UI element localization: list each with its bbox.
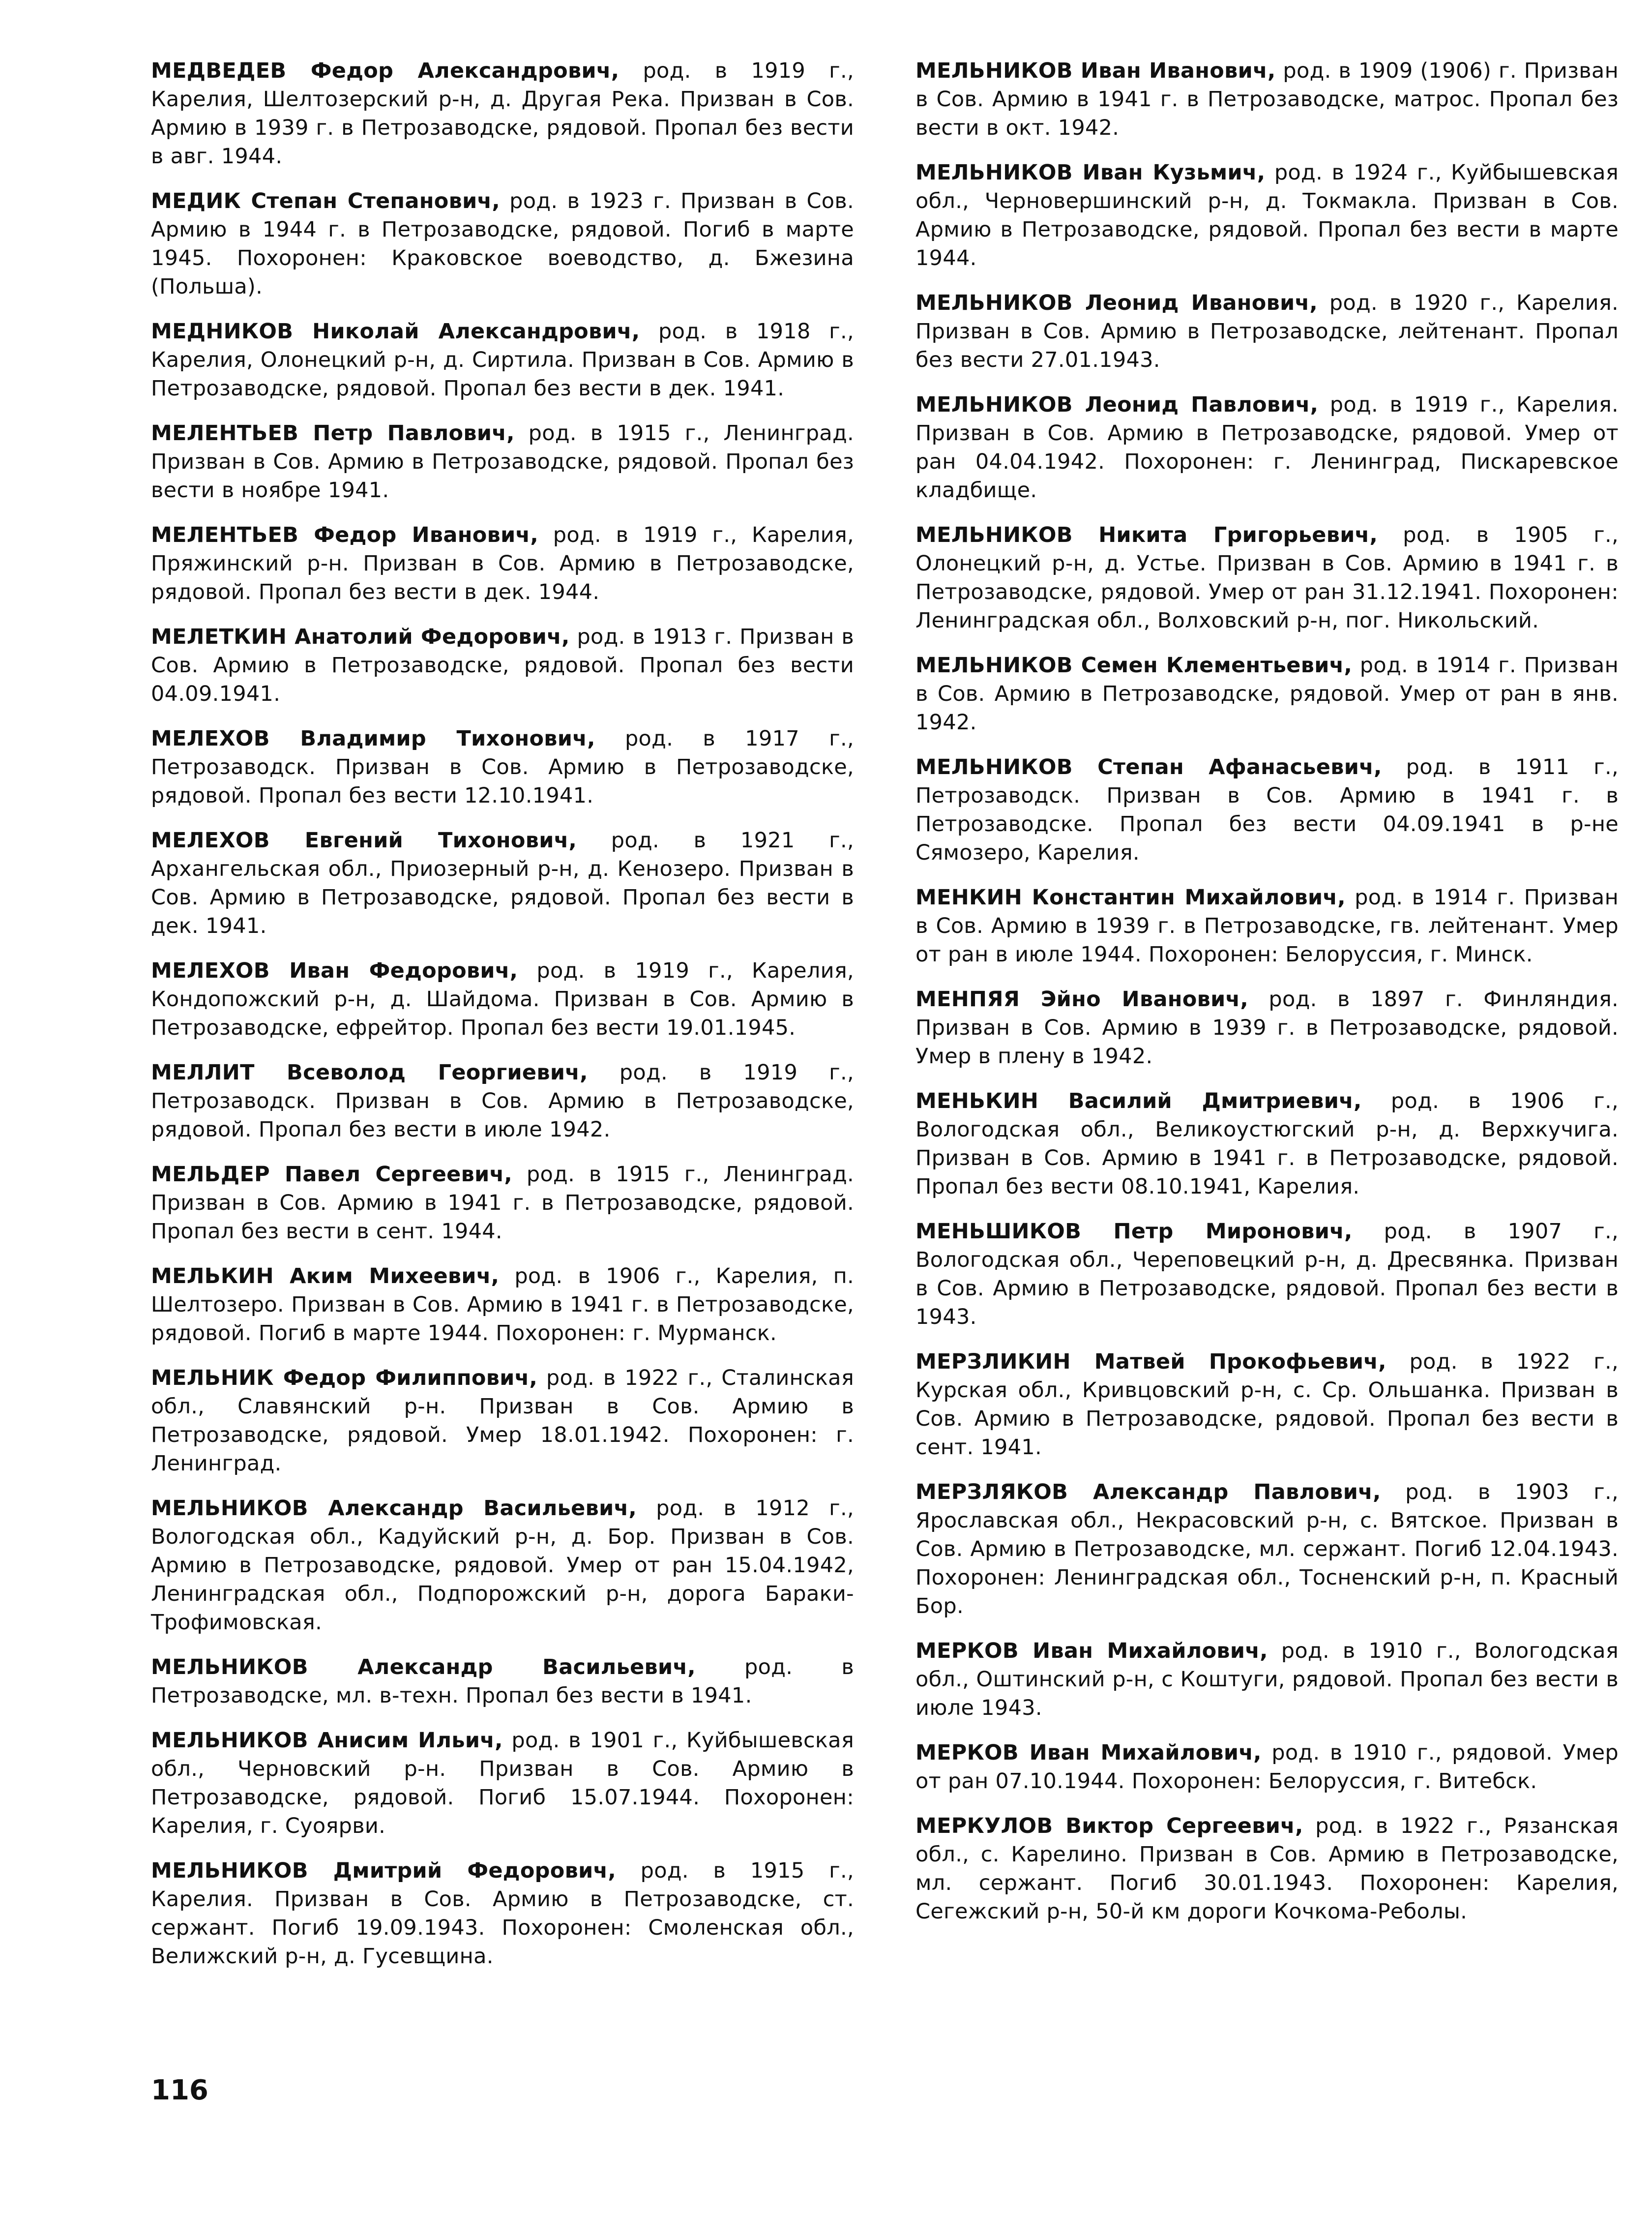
- memorial-entry: [915, 289, 1619, 374]
- entry-name: МЕЛЛИТ Всеволод Георгиевич,: [151, 1060, 588, 1085]
- memorial-entry: [151, 187, 854, 301]
- memorial-entry: [915, 883, 1619, 969]
- entry-text: род. в 1915 г., Ленинград. Призван в Сов. Армию в 1941 г. в Петрозаводске, рядовой. Пропал без вести в сент. 1944.: [151, 1162, 854, 1244]
- memorial-entry: [915, 158, 1619, 272]
- entry-name: МЕЛЬНИКОВ Леонид Иванович,: [915, 291, 1318, 315]
- entry-text: род. в 1919 г., Карелия, Кондопожский р-н, д. Шайдома. Призван в Сов. Армию в Петрозаводске, ефрейтор. Пропал без вести 19.01.1945.: [151, 958, 854, 1040]
- entry-text: род. в 1921 г., Архангельская обл., Приозерный р-н, д. Кенозеро. Призван в Сов. Армию в Петрозаводске, рядовой. Пропал без вести в дек. 1941.: [151, 828, 854, 938]
- entry-text: род. в 1912 г., Вологодская обл., Кадуйский р-н, д. Бор. Призван в Сов. Армию в Петрозаводске, рядовой. Умер от ран 15.04.1942, Ленинградская обл., Подпорожский р-н, дорога Бараки-Трофимовская.: [151, 1496, 854, 1635]
- memorial-entry: [915, 390, 1619, 505]
- entry-name: МЕЛЕХОВ Евгений Тихонович,: [151, 828, 577, 853]
- entry-name: МЕЛЬНИКОВ Иван Иванович,: [915, 59, 1276, 83]
- entry-text: род. в 1923 г. Призван в Сов. Армию в 1944 г. в Петрозаводске, рядовой. Погиб в марте 1945. Похоронен: Краковское воеводство, д. Бжезина (Польша).: [151, 189, 854, 299]
- memorial-entry: [151, 826, 854, 940]
- entry-text: род. в 1914 г. Призван в Сов. Армию в Петрозаводске, рядовой. Умер от ран в янв. 1942.: [915, 653, 1619, 735]
- entry-text: род. в 1914 г. Призван в Сов. Армию в 1939 г. в Петрозаводске, гв. лейтенант. Умер от ран в июле 1944. Похоронен: Белоруссия, г. Минск.: [915, 885, 1619, 967]
- entry-name: МЕЛЬНИКОВ Леонид Павлович,: [915, 392, 1319, 417]
- entry-text: род. в Петрозаводске, мл. в-техн. Пропал без вести в 1941.: [151, 1655, 854, 1708]
- entry-text: род. в 1910 г., Вологодская обл., Оштинский р-н, с Коштуги, рядовой. Пропал без вести в июле 1943.: [915, 1639, 1619, 1720]
- entry-name: МЕРКУЛОВ Виктор Сергеевич,: [915, 1814, 1303, 1838]
- entry-name: МЕРКОВ Иван Михайлович,: [915, 1639, 1268, 1663]
- entry-text: род. в 1915 г., Ленинград. Призван в Сов. Армию в Петрозаводске, рядовой. Пропал без вести в ноябре 1941.: [151, 421, 855, 503]
- memorial-entry: [915, 1347, 1619, 1462]
- entry-name: МЕДИК Степан Степанович,: [151, 189, 501, 213]
- entry-name: МЕРКОВ Иван Михайлович,: [915, 1740, 1262, 1765]
- memorial-entry: [915, 1478, 1619, 1620]
- memorial-entry: [151, 724, 854, 810]
- entry-name: МЕЛЬНИКОВ Иван Кузьмич,: [915, 160, 1266, 185]
- memorial-entry: [915, 1738, 1619, 1796]
- entry-name: МЕЛЬНИКОВ Семен Клементьевич,: [915, 653, 1353, 678]
- memorial-entry: [915, 1637, 1619, 1722]
- entry-text: род. в 1924 г., Куйбышевская обл., Черновершинский р-н, д. Токмакла. Призван в Сов. Армию в Петрозаводске, рядовой. Пропал без вести в марте 1944.: [915, 160, 1619, 270]
- entry-text: род. в 1919 г., Петрозаводск. Призван в Сов. Армию в Петрозаводске, рядовой. Пропал без вести в июле 1942.: [151, 1060, 854, 1142]
- entry-text: род. в 1922 г., Сталинская обл., Славянский р-н. Призван в Сов. Армию в Петрозаводске, рядовой. Умер 18.01.1942. Похоронен: г. Ленинград.: [151, 1366, 855, 1476]
- memorial-entry: [151, 1494, 854, 1637]
- page-number: 116: [151, 2074, 208, 2106]
- entry-text: род. в 1922 г., Курская обл., Кривцовский р-н, с. Ср. Ольшанка. Призван в Сов. Армию в Петрозаводске, рядовой. Пропал без вести в сент. 1941.: [915, 1349, 1619, 1460]
- entry-text: род. в 1901 г., Куйбышевская обл., Черновский р-н. Призван в Сов. Армию в Петрозаводске, рядовой. Погиб 15.07.1944. Похоронен: Карелия, г. Суоярви.: [151, 1728, 854, 1838]
- memorial-entry: [151, 1058, 854, 1144]
- memorial-entry: [151, 1262, 854, 1347]
- entry-text: род. в 1911 г., Петрозаводск. Призван в Сов. Армию в 1941 г. в Петрозаводске. Пропал без вести 04.09.1941 в р-не Сямозеро, Карелия.: [915, 755, 1619, 865]
- entry-name: МЕЛЕТКИН Анатолий Федорович,: [151, 625, 570, 649]
- entry-text: род. в 1917 г., Петрозаводск. Призван в Сов. Армию в Петрозаводске, рядовой. Пропал без вести 12.10.1941.: [151, 726, 854, 808]
- entry-text: род. в 1907 г., Вологодская обл., Череповецкий р-н, д. Дресвянка. Призван в Сов. Армию в Петрозаводске, рядовой. Пропал без вести в 1943.: [915, 1219, 1619, 1329]
- memorial-entry: [151, 1653, 854, 1710]
- entry-name: МЕНЬКИН Василий Дмитриевич,: [915, 1089, 1362, 1113]
- left-column: [151, 57, 854, 1987]
- entry-text: род. в 1915 г., Карелия. Призван в Сов. Армию в Петрозаводске, ст. сержант. Погиб 19.09.1943. Похоронен: Смоленская обл., Велижский р-н, д. Гусевщина.: [151, 1858, 854, 1969]
- entry-name: МЕНКИН Константин Михайлович,: [915, 885, 1346, 910]
- entry-name: МЕРЗЛИКИН Матвей Прокофьевич,: [915, 1349, 1386, 1374]
- entry-text: род. в 1920 г., Карелия. Призван в Сов. Армию в Петрозаводске, лейтенант. Пропал без вести 27.01.1943.: [915, 291, 1619, 372]
- entry-text: род. в 1906 г., Карелия, п. Шелтозеро. Призван в Сов. Армию в 1941 г. в Петрозаводске, рядовой. Погиб в марте 1944. Похоронен: г. Мурманск.: [151, 1264, 855, 1346]
- entry-text: род. в 1919 г., Карелия, Пряжинский р-н. Призван в Сов. Армию в Петрозаводске, рядовой. Пропал без вести в дек. 1944.: [151, 523, 855, 604]
- memorial-entry: [915, 1812, 1619, 1926]
- memorial-entry: [151, 317, 854, 403]
- entry-name: МЕНЬШИКОВ Петр Миронович,: [915, 1219, 1353, 1244]
- memorial-entry: [151, 623, 854, 708]
- memorial-entry: [915, 985, 1619, 1071]
- entry-text: род. в 1910 г., рядовой. Умер от ран 07.10.1944. Похоронен: Белоруссия, г. Витебск.: [915, 1740, 1619, 1794]
- memorial-entry: [915, 753, 1619, 867]
- memorial-entry: [915, 651, 1619, 737]
- entry-name: МЕЛЬНИКОВ Александр Васильевич,: [151, 1496, 637, 1521]
- entry-name: МЕЛЬНИКОВ Дмитрий Федорович,: [151, 1858, 616, 1883]
- entry-name: МЕЛЕХОВ Иван Федорович,: [151, 958, 518, 983]
- entry-text: род. в 1922 г., Рязанская обл., с. Карелино. Призван в Сов. Армию в Петрозаводске, мл. сержант. Погиб 30.01.1943. Похоронен: Карелия, Сегежский р-н, 50-й км дороги Кочкома-Реболы.: [915, 1814, 1619, 1924]
- memorial-entry: [151, 1364, 854, 1478]
- entry-name: МЕЛЬНИК Федор Филиппович,: [151, 1366, 538, 1390]
- memorial-entry: [151, 57, 854, 171]
- entry-text: род. в 1906 г., Вологодская обл., Великоустюгский р-н, д. Верхкучига. Призван в Сов. Армию в 1941 г. в Петрозаводске, рядовой. Пропал без вести 08.10.1941, Карелия.: [915, 1089, 1619, 1199]
- entry-text: род. в 1909 (1906) г. Призван в Сов. Армию в 1941 г. в Петрозаводске, матрос. Пропал без вести в окт. 1942.: [915, 59, 1619, 140]
- entry-text: род. в 1913 г. Призван в Сов. Армию в Петрозаводске, рядовой. Пропал без вести 04.09.1941.: [151, 625, 854, 706]
- entry-name: МЕЛЬКИН Аким Михеевич,: [151, 1264, 500, 1288]
- entry-name: МЕРЗЛЯКОВ Александр Павлович,: [915, 1480, 1381, 1504]
- memorial-entry: [151, 419, 854, 505]
- memorial-entry: [915, 57, 1619, 142]
- memorial-entry: [151, 521, 854, 606]
- entry-text: род. в 1905 г., Олонецкий р-н, д. Устье. Призван в Сов. Армию в 1941 г. в Петрозаводске, рядовой. Умер от ран 31.12.1941. Похоронен: Ленинградская обл., Волховский р-н, пог. Никольский.: [915, 523, 1619, 633]
- entry-name: МЕЛЬНИКОВ Степан Афанасьевич,: [915, 755, 1382, 779]
- entry-name: МЕЛЕНТЬЕВ Петр Павлович,: [151, 421, 515, 446]
- memorial-entry: [915, 521, 1619, 635]
- entry-name: МЕЛЬНИКОВ Александр Васильевич,: [151, 1655, 696, 1679]
- memorial-entry: [151, 1726, 854, 1840]
- memorial-entry: [915, 1217, 1619, 1331]
- entry-text: род. в 1919 г., Карелия, Шелтозерский р-н, д. Другая Река. Призван в Сов. Армию в 1939 г. в Петрозаводске, рядовой. Пропал без вести в авг. 1944.: [151, 59, 854, 169]
- entry-name: МЕДВЕДЕВ Федор Александрович,: [151, 59, 620, 83]
- entry-name: МЕЛЕНТЬЕВ Федор Иванович,: [151, 523, 538, 547]
- memorial-entry: [151, 1856, 854, 1971]
- memorial-entry: [151, 957, 854, 1042]
- entry-name: МЕЛЬДЕР Павел Сергеевич,: [151, 1162, 513, 1187]
- entry-name: МЕЛЬНИКОВ Анисим Ильич,: [151, 1728, 503, 1753]
- entry-name: МЕЛЕХОВ Владимир Тихонович,: [151, 726, 595, 751]
- memorial-entry: [151, 1160, 854, 1246]
- entry-text: род. в 1918 г., Карелия, Олонецкий р-н, д. Сиртила. Призван в Сов. Армию в Петрозаводске, рядовой. Пропал без вести в дек. 1941.: [151, 319, 854, 401]
- entry-name: МЕНПЯЯ Эйно Иванович,: [915, 987, 1249, 1012]
- entry-text: род. в 1897 г. Финляндия. Призван в Сов. Армию в 1939 г. в Петрозаводске, рядовой. Умер в плену в 1942.: [915, 987, 1619, 1069]
- right-column: [915, 57, 1619, 1942]
- entry-text: род. в 1919 г., Карелия. Призван в Сов. Армию в Петрозаводске, рядовой. Умер от ран 04.04.1942. Похоронен: г. Ленинград, Пискаревское кладбище.: [915, 392, 1619, 503]
- entry-name: МЕДНИКОВ Николай Александрович,: [151, 319, 640, 344]
- entry-name: МЕЛЬНИКОВ Никита Григорьевич,: [915, 523, 1378, 547]
- memorial-entry: [915, 1087, 1619, 1201]
- entry-text: род. в 1903 г., Ярославская обл., Некрасовский р-н, с. Вятское. Призван в Сов. Армию в Петрозаводске, мл. сержант. Погиб 12.04.1943. Похоронен: Ленинградская обл., Тосненский р-н, п. Красный Бор.: [915, 1480, 1619, 1618]
